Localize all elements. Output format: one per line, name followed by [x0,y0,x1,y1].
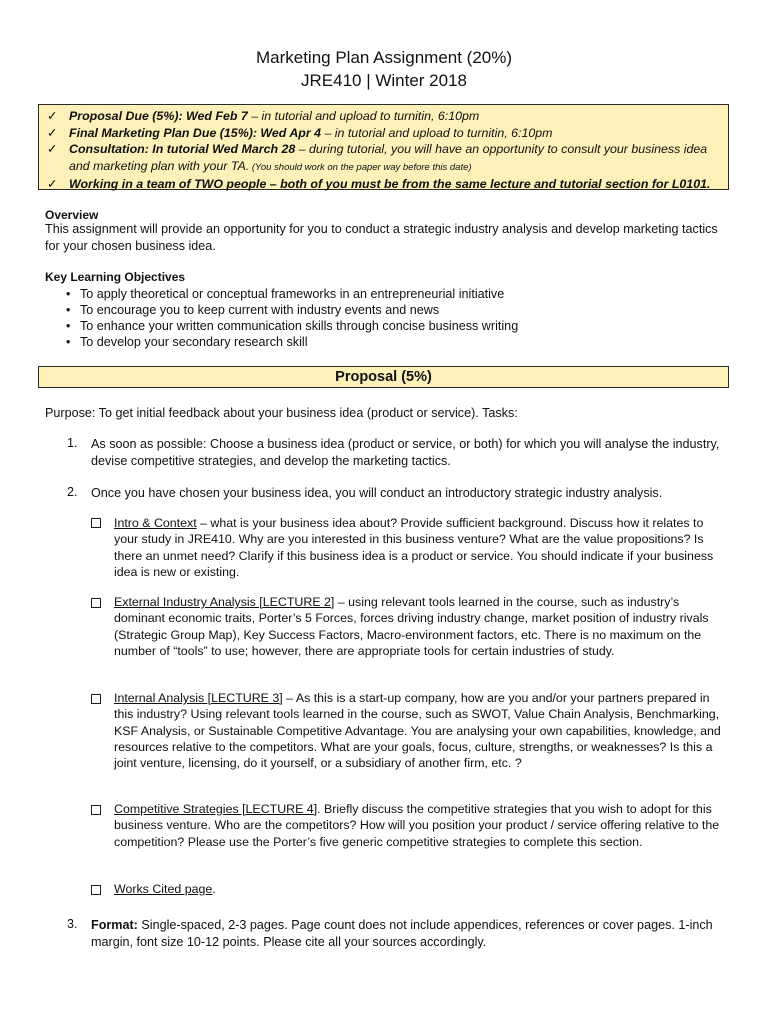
deadline-label: Consultation: In tutorial Wed March 28 [69,142,296,156]
deadline-item [45,176,720,193]
objectives-heading: Key Learning Objectives [45,270,186,284]
checkbox-icon [91,598,101,608]
format-label: Format: [91,918,138,932]
task-item [114,690,726,771]
deadline-detail: – in tutorial and upload to turnitin, 6:10pm [247,109,480,123]
task-label: Works Cited page [114,882,213,896]
proposal-section-header: Proposal (5%) [38,366,729,388]
checkmark-icon: ✓ [47,125,58,140]
format-detail: Single-spaced, 2-3 pages. Page count does not include appendices, references or cover pages. 1-inch margin, font size 10-12 points. Please cite all your sources accordingly. [91,918,713,949]
task-item [114,515,726,580]
task-label: Intro & Context [114,516,197,530]
objective-item: • To enhance your written communication skills through concise business writing [66,319,519,333]
overview-heading: Overview [45,208,99,222]
deadline-label: Final Marketing Plan Due (15%): Wed Apr 4 [69,125,321,140]
task-label: External Industry Analysis [LECTURE 2] [114,595,335,609]
checkmark-icon: ✓ [47,177,58,191]
deadline-item [45,141,720,176]
task-item [114,594,726,659]
task-label: Internal Analysis [LECTURE 3] [114,691,283,705]
task-item [114,801,726,850]
objective-item: • To develop your secondary research skill [66,335,308,349]
task-text: – using relevant tools learned in the course, such as industry’s dominant economic traits, Porter’s 5 Forces, forces driving industry change, market position of industry rivals (Strategic Group Map), Key Success Factors, Macro-environment factors, etc. There is no maximum on the number of “tools” to use; however, there are appropriate tools for certain industries of study. [114,595,709,658]
deadline-label: Proposal Due (5%): Wed Feb 7 [69,109,248,123]
deadline-label: Working in a team of TWO people – both of you must be from the same lecture and tutorial section for L0101. [69,177,711,191]
objective-item: • To apply theoretical or conceptual frameworks in an entrepreneurial initiative [66,287,505,301]
checkbox-icon [91,805,101,815]
deadline-item [45,125,720,142]
checkmark-icon: ✓ [47,142,58,156]
task-text: – what is your business idea about? Provide sufficient background. Discuss how it relates to your study in JRE410. Why are you interested in this business venture? What are the value propositions? Is there an unmet need? Clarify if this business idea is a product or service. You should indicate if your business idea is new or existing. [114,516,714,579]
step-number: 2. [67,485,78,499]
task-label: Competitive Strategies [LECTURE 4] [114,802,318,816]
proposal-purpose: Purpose: To get initial feedback about your business idea (product or service). Tasks: [45,406,518,420]
task-item [114,881,726,897]
deadline-detail: – in tutorial and upload to turnitin, 6:10pm [321,125,553,140]
objective-item: • To encourage you to keep current with industry events and news [66,303,440,317]
task-text: – As this is a start-up company, how are you and/or your partners prepared in this industry? Using relevant tools learned in the course, such as SWOT, Value Chain Analysis, Benchmarking, KSF Analysis, or Sustainable Competitive Advantage. You are analysing your own capabilities, knowledge, and resources relative to the competitors. What are your goals, focus, culture, strengths, or weaknesses? Is this a joint venture, licensing, do it yourself, or a subsidiary of another firm, etc. ? [114,691,721,771]
step-text: Once you have chosen your business idea, you will conduct an introductory strategic industry analysis. [91,486,663,500]
task-text: . [212,882,216,896]
checkmark-icon: ✓ [47,109,58,123]
task-text: . Briefly discuss the competitive strategies that you wish to adopt for this business venture. Who are the competitors? How will you position your product / service offering relative to the competition? Please use the Porter’s five generic competitive strategies to complete this section. [114,802,720,849]
step-number: 3. [67,917,78,931]
overview-text: This assignment will provide an opportunity for you to conduct a strategic industry analysis and develop marketing tactics for your chosen business idea. [45,222,718,253]
step-text: As soon as possible: Choose a business idea (product or service, or both) for which you will analyse the industry, devise competitive strategies, and develop the marketing tactics. [91,437,720,468]
deadline-box [38,104,729,190]
step-number: 1. [67,436,78,450]
deadline-detail: – during tutorial, you will have an opportunity to consult your business idea and marketing plan with your TA. [69,142,708,173]
course-subtitle: JRE410 | Winter 2018 [301,71,467,90]
format-text [91,917,731,950]
checkbox-icon [91,885,101,895]
checkbox-icon [91,694,101,704]
document-title: Marketing Plan Assignment (20%) [255,48,513,67]
deadline-item [45,108,720,125]
checkbox-icon [91,518,101,528]
deadline-note: (You should work on the paper way before this date) [249,161,472,173]
